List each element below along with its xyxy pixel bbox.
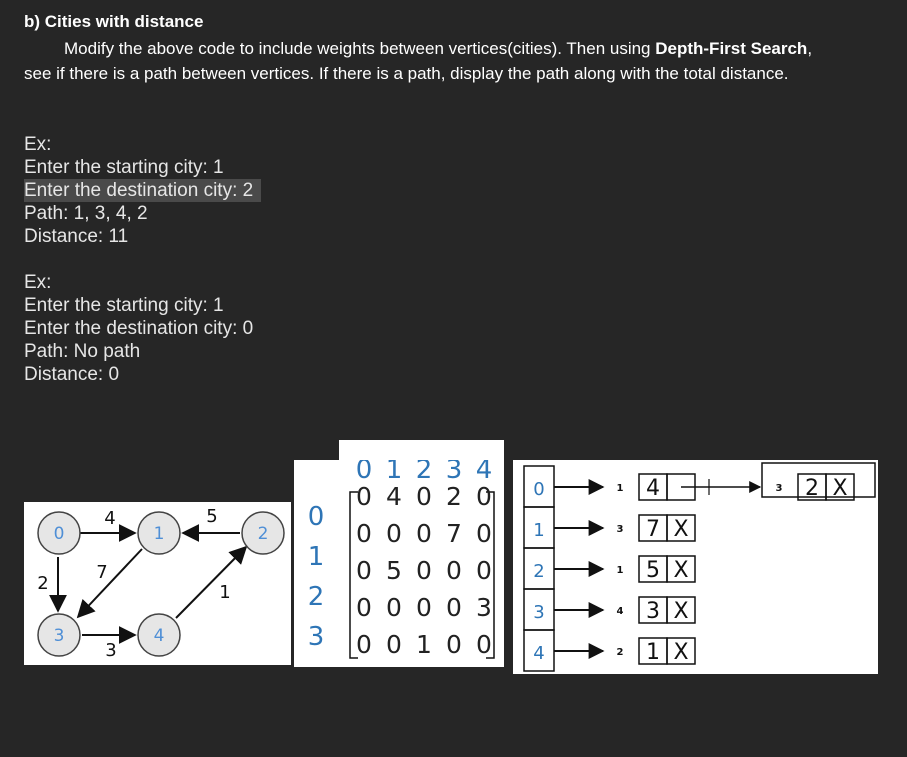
svg-text:4: 4 bbox=[153, 626, 165, 646]
example-2-destination: Enter the destination city: 0 bbox=[24, 318, 254, 339]
svg-text:3: 3 bbox=[53, 626, 65, 646]
example-1-distance: Distance: 11 bbox=[24, 226, 129, 247]
example-1-destination: Enter the destination city: 2 bbox=[24, 179, 261, 202]
list-node-vertex-0-1: 2 bbox=[805, 476, 819, 501]
matrix-cell-2-2: 0 bbox=[416, 556, 432, 585]
example-2-distance: Distance: 0 bbox=[24, 364, 120, 385]
example-1-label: Ex: bbox=[24, 134, 52, 155]
matrix-col-header-1: 1 bbox=[385, 460, 403, 485]
adjacency-list-panel bbox=[513, 460, 878, 674]
matrix-row-header-0: 0 bbox=[307, 502, 325, 532]
adjacency-list bbox=[513, 460, 878, 674]
edge-weight-0-1: 4 bbox=[104, 508, 116, 529]
svg-text:2: 2 bbox=[257, 524, 269, 544]
matrix-cell-1-4: 0 bbox=[476, 519, 492, 548]
matrix-cell-2-3: 0 bbox=[446, 556, 462, 585]
edge-weight-3-4: 3 bbox=[105, 640, 117, 661]
graph-diagram bbox=[24, 502, 291, 665]
adjacency-matrix bbox=[294, 460, 504, 667]
matrix-cell-0-1: 4 bbox=[386, 482, 402, 511]
matrix-row-header-1: 1 bbox=[307, 542, 325, 572]
matrix-col-header-0: 0 bbox=[355, 460, 373, 485]
matrix-row-header-2: 2 bbox=[307, 582, 325, 612]
svg-text:0: 0 bbox=[53, 524, 65, 544]
list-node-vertex-4-0: 1 bbox=[646, 640, 660, 665]
list-head-3: 3 bbox=[533, 602, 545, 623]
adjacency-matrix-panel bbox=[294, 460, 504, 667]
list-node-vertex-0-0: 4 bbox=[646, 476, 660, 501]
list-node-vertex-2-0: 5 bbox=[646, 558, 660, 583]
list-node-weight-0-0: 1 bbox=[616, 483, 624, 494]
list-node-weight-3-0: 4 bbox=[616, 606, 624, 617]
list-node-vertex-3-0: 3 bbox=[646, 599, 660, 624]
graph-diagram-panel bbox=[24, 502, 291, 665]
list-head-2: 2 bbox=[533, 561, 545, 582]
matrix-cell-4-4: 0 bbox=[476, 630, 492, 659]
graph-node-2 bbox=[242, 512, 284, 554]
matrix-cell-1-0: 0 bbox=[356, 519, 372, 548]
matrix-cell-3-0: 0 bbox=[356, 593, 372, 622]
list-head-4: 4 bbox=[533, 643, 545, 664]
list-node-null-3-0: X bbox=[673, 599, 689, 624]
example-2-label: Ex: bbox=[24, 272, 52, 293]
list-node-null-1-0: X bbox=[673, 517, 689, 542]
graph-node-1 bbox=[138, 512, 180, 554]
example-1 bbox=[24, 133, 261, 248]
matrix-row-header-3: 3 bbox=[307, 622, 325, 652]
graph-node-3 bbox=[38, 614, 80, 656]
matrix-cell-0-4: 0 bbox=[476, 482, 492, 511]
instructions-paragraph bbox=[24, 36, 824, 86]
matrix-cell-2-1: 5 bbox=[386, 556, 402, 585]
matrix-cell-0-0: 0 bbox=[356, 482, 372, 511]
matrix-cell-4-1: 0 bbox=[386, 630, 402, 659]
matrix-cell-0-2: 0 bbox=[416, 482, 432, 511]
edge-weight-1-3: 7 bbox=[96, 562, 108, 583]
list-node-null-2-0: X bbox=[673, 558, 689, 583]
matrix-col-header-2: 2 bbox=[415, 460, 433, 485]
matrix-col-header-4: 4 bbox=[475, 460, 493, 485]
example-2-path: Path: No path bbox=[24, 341, 141, 362]
matrix-cell-3-4: 3 bbox=[476, 593, 492, 622]
list-node-vertex-1-0: 7 bbox=[646, 517, 660, 542]
instructions-part-2: , see if there is a path between vertices. If there is a path, display the path along with the total distance. bbox=[24, 39, 813, 83]
matrix-cell-1-1: 0 bbox=[386, 519, 402, 548]
matrix-cell-2-4: 0 bbox=[476, 556, 492, 585]
instructions-part-1: Modify the above code to include weights between vertices(cities). Then using bbox=[64, 39, 656, 58]
list-node-null-0-1: X bbox=[832, 476, 848, 501]
list-node-weight-1-0: 3 bbox=[616, 524, 624, 535]
matrix-cell-1-2: 0 bbox=[416, 519, 432, 548]
list-node-weight-0-1: 3 bbox=[775, 483, 783, 494]
matrix-cell-4-0: 0 bbox=[356, 630, 372, 659]
list-node-weight-2-0: 1 bbox=[616, 565, 624, 576]
example-1-path: Path: 1, 3, 4, 2 bbox=[24, 203, 148, 224]
matrix-cell-4-2: 1 bbox=[416, 630, 432, 659]
matrix-cell-2-0: 0 bbox=[356, 556, 372, 585]
matrix-cell-3-1: 0 bbox=[386, 593, 402, 622]
list-head-0: 0 bbox=[533, 479, 545, 500]
edge-weight-0-3: 2 bbox=[37, 573, 49, 594]
example-2 bbox=[24, 271, 253, 386]
matrix-cell-3-3: 0 bbox=[446, 593, 462, 622]
edge-4-2 bbox=[176, 547, 246, 618]
matrix-cell-4-3: 0 bbox=[446, 630, 462, 659]
section-heading: b) Cities with distance bbox=[24, 12, 204, 31]
edge-1-3 bbox=[78, 549, 142, 617]
matrix-cell-1-3: 7 bbox=[446, 519, 462, 548]
example-1-start: Enter the starting city: 1 bbox=[24, 157, 224, 178]
instructions-bold-dfs: Depth-First Search bbox=[655, 39, 808, 58]
list-node-weight-4-0: 2 bbox=[616, 647, 624, 658]
graph-node-0 bbox=[38, 512, 80, 554]
svg-text:1: 1 bbox=[153, 524, 165, 544]
example-2-start: Enter the starting city: 1 bbox=[24, 295, 224, 316]
edge-weight-2-1: 5 bbox=[206, 506, 218, 527]
list-head-1: 1 bbox=[533, 520, 545, 541]
matrix-cell-3-2: 0 bbox=[416, 593, 432, 622]
matrix-cell-0-3: 2 bbox=[446, 482, 462, 511]
matrix-col-header-3: 3 bbox=[445, 460, 463, 485]
list-node-null-4-0: X bbox=[673, 640, 689, 665]
edge-weight-4-2: 1 bbox=[219, 582, 231, 603]
graph-node-4 bbox=[138, 614, 180, 656]
